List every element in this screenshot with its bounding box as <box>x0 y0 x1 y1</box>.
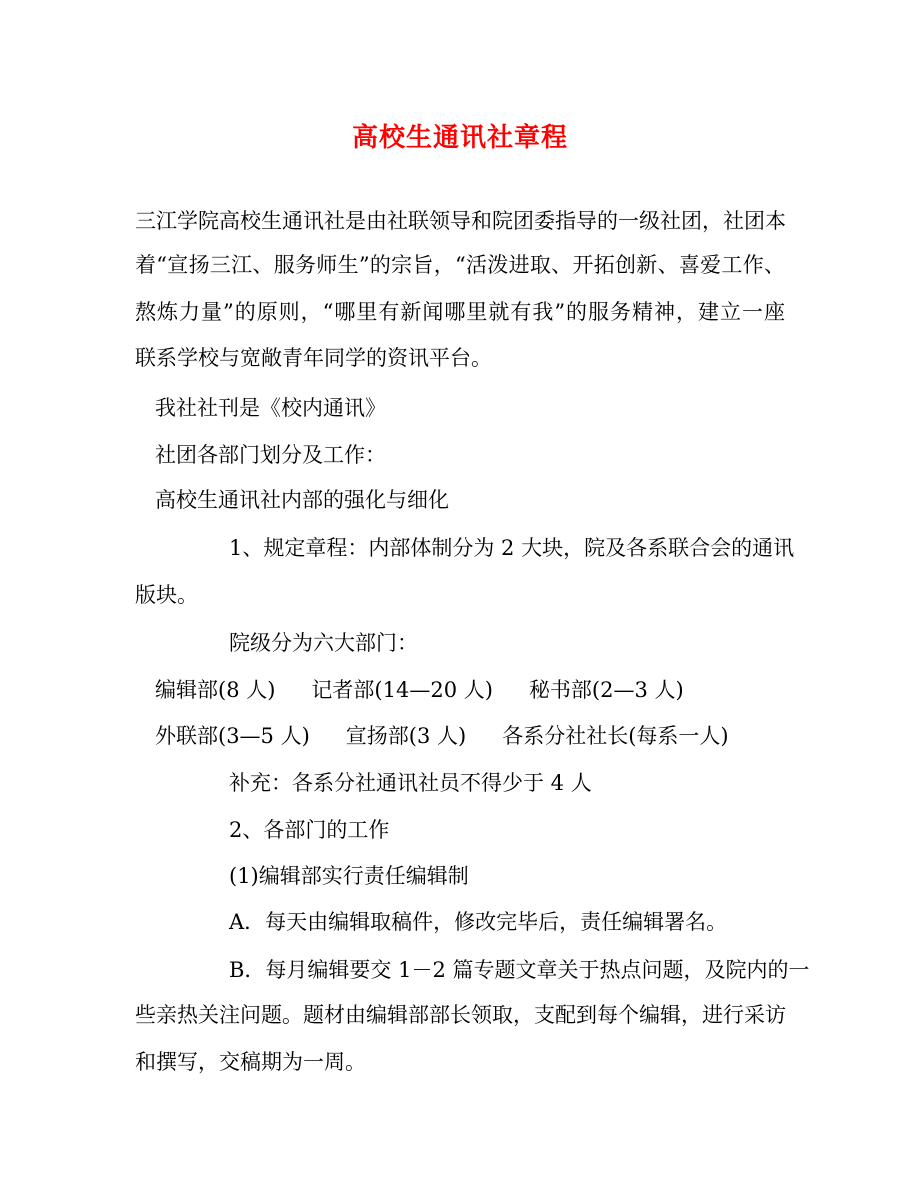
department-item: 各系分社社长(每系一人) <box>502 724 729 748</box>
intro-line-4: 联系学校与宽敞青年同学的资讯平台。 <box>135 346 492 370</box>
intro-line-2: 着“宣扬三江、服务师生”的宗旨，“活泼进取、开拓创新、喜爱工作、 <box>135 253 785 277</box>
department-item: 秘书部(2—3 人) <box>528 678 684 702</box>
department-row-2 <box>155 721 765 751</box>
department-item: 外联部(3—5 人) <box>155 724 310 748</box>
item-b-line-2: 些亲热关注问题。题材由编辑部部长领取，支配到每个编辑，进行采访 <box>135 1003 786 1027</box>
journal-line: 我社社刊是《校内通讯》 <box>155 396 386 420</box>
item-b-line-3: 和撰写，交稿期为一周。 <box>135 1050 366 1074</box>
department-item: 宣扬部(3 人) <box>345 724 467 748</box>
intro-line-1: 三江学院高校生通讯社是由社联领导和院团委指导的一级社团，社团本 <box>135 209 786 233</box>
document-title: 高校生通讯社章程 <box>351 123 568 153</box>
item-b-line-1: B．每月编辑要交 1－2 篇专题文章关于热点问题，及院内的一 <box>229 958 810 982</box>
departments-heading: 社团各部门划分及工作： <box>155 443 386 467</box>
department-item: 记者部(14—20 人) <box>311 678 493 702</box>
six-departments-line: 院级分为六大部门： <box>229 631 418 655</box>
work-heading: 2、各部门的工作 <box>229 818 390 842</box>
intro-line-3: 熬炼力量”的原则，“哪里有新闻哪里就有我”的服务精神，建立一座 <box>135 300 785 324</box>
supplement-line: 补充：各系分社通讯社员不得少于 4 人 <box>229 771 592 795</box>
strengthen-line: 高校生通讯社内部的强化与细化 <box>155 488 449 512</box>
department-item: 编辑部(8 人) <box>155 678 276 702</box>
rule1-line-1: 1、规定章程：内部体制分为 2 大块，院及各系联合会的通讯 <box>229 536 795 560</box>
department-row-1 <box>155 675 720 705</box>
rule1-line-2: 版块。 <box>135 583 198 607</box>
item-a: A．每天由编辑取稿件，修改完毕后，责任编辑署名。 <box>229 910 728 934</box>
editorial-heading: (1)编辑部实行责任编辑制 <box>229 864 469 888</box>
